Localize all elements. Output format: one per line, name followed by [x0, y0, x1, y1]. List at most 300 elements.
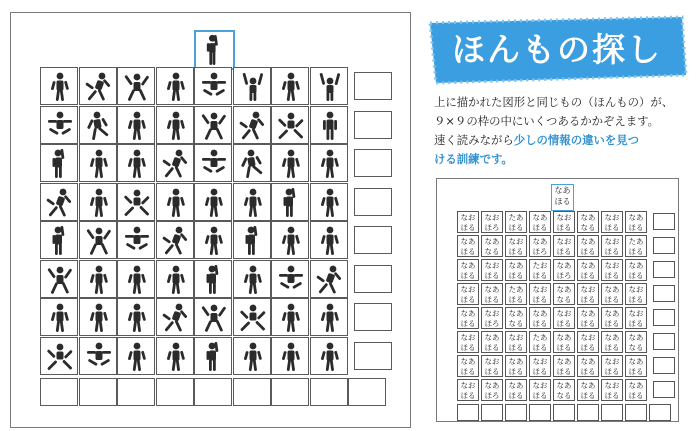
text-cell-line-2: ほる — [604, 270, 620, 280]
figure-walk-icon — [85, 188, 113, 218]
text-cell-line-1: なお — [604, 357, 620, 366]
figure-point-icon — [46, 149, 74, 179]
text-cell-line-2: なる — [508, 318, 524, 328]
text-answer-box[interactable] — [653, 237, 675, 254]
figure-squat-icon — [46, 342, 74, 372]
figure-cell — [233, 337, 271, 375]
figure-cell — [117, 144, 155, 182]
figure-cell — [40, 298, 78, 336]
figure-cell — [79, 260, 117, 298]
figure-cell — [40, 337, 78, 375]
figure-walk-icon — [46, 303, 74, 333]
text-cell-line-2: ほる — [556, 342, 572, 352]
figure-cell — [233, 144, 271, 182]
figure-dance-icon — [85, 342, 113, 372]
text-cell-line-2: ほる — [460, 270, 476, 280]
figure-dance-icon — [46, 111, 74, 141]
text-cell — [529, 283, 551, 305]
text-cell-line-2: ほる — [580, 366, 596, 376]
total-answer-box[interactable] — [348, 378, 386, 406]
text-cell-line-2: ほろ — [484, 318, 500, 328]
text-cell-line-2: ほる — [532, 294, 548, 304]
text-cell-line-1: なあ — [628, 333, 644, 342]
text-cell-line-1: なあ — [508, 381, 524, 390]
figure-cell — [40, 144, 78, 182]
text-cell-line-2: ほる — [532, 318, 548, 328]
text-cell — [529, 235, 551, 257]
instruction-line-3 — [434, 131, 696, 150]
text-cell-line-1: なあ — [604, 333, 620, 342]
text-answer-box[interactable] — [653, 261, 675, 278]
text-cell-line-2: ほる — [532, 390, 548, 400]
text-cell-line-2: ほる — [508, 270, 524, 280]
text-cell — [553, 307, 575, 329]
text-cell-line-1: なあ — [628, 381, 644, 390]
text-cell-line-2: ほる — [628, 246, 644, 256]
text-cell — [481, 307, 503, 329]
figure-cheer-icon — [239, 72, 267, 102]
figure-walk-icon — [85, 265, 113, 295]
text-cell-line-2: ほろ — [532, 246, 548, 256]
figure-cell — [194, 144, 232, 182]
text-cell-line-2: ほる — [628, 390, 644, 400]
text-cell-line-1: なお — [460, 333, 476, 342]
figure-point-icon — [200, 342, 228, 372]
figure-cell — [194, 106, 232, 144]
figure-walk-icon — [200, 226, 228, 256]
text-cell-line-2: ほる — [508, 390, 524, 400]
text-cell-line-2: ほる — [484, 270, 500, 280]
text-cell-line-1: なお — [484, 261, 500, 270]
figure-walk-icon — [162, 342, 190, 372]
target-figure-icon — [198, 34, 231, 66]
text-cell-line-2: なる — [556, 294, 572, 304]
text-cell-line-1: なあ — [556, 381, 572, 390]
figure-cell — [40, 221, 78, 259]
text-cell-line-2: ほる — [460, 318, 476, 328]
text-cell-line-1: なお — [556, 237, 572, 246]
text-cell-line-1: なお — [484, 309, 500, 318]
text-cell-line-1: なお — [484, 357, 500, 366]
figure-cell — [117, 67, 155, 105]
answer-box[interactable] — [354, 342, 392, 370]
text-cell-line-2: ほる — [460, 246, 476, 256]
text-total-box[interactable] — [481, 404, 503, 421]
figure-cell — [194, 337, 232, 375]
text-cell — [481, 259, 503, 281]
figure-stand-icon — [316, 111, 344, 141]
text-total-box[interactable] — [457, 404, 479, 421]
text-cell-line-2: なる — [484, 246, 500, 256]
figure-cell — [271, 183, 309, 221]
text-cell-line-2: ほる — [508, 366, 524, 376]
text-cell — [505, 379, 527, 401]
text-cell-line-1: たあ — [508, 213, 524, 222]
figure-walk-icon — [85, 149, 113, 179]
text-cell — [505, 283, 527, 305]
figure-run-icon — [162, 303, 190, 333]
text-cell — [625, 235, 647, 257]
text-cell-line-2: ほる — [628, 222, 644, 232]
figure-walk-icon — [162, 188, 190, 218]
text-cell — [481, 211, 503, 233]
figure-walk-icon — [123, 265, 151, 295]
text-cell-line-1: なお — [604, 381, 620, 390]
text-cell-line-2: ほる — [580, 342, 596, 352]
figure-dance-icon — [277, 265, 305, 295]
text-total-box[interactable] — [529, 404, 551, 421]
text-cell-line-2: ほる — [604, 246, 620, 256]
figure-walk-icon — [316, 149, 344, 179]
text-cell-line-1: なお — [580, 285, 596, 294]
text-cell-line-1: なお — [604, 261, 620, 270]
text-cell — [505, 307, 527, 329]
text-cell-line-2: ほる — [580, 270, 596, 280]
text-cell — [505, 355, 527, 377]
figure-cell — [79, 67, 117, 105]
text-cell-line-1: なあ — [484, 285, 500, 294]
text-cell — [601, 211, 623, 233]
figure-squat-icon — [239, 303, 267, 333]
text-cell — [553, 211, 575, 233]
text-cell — [457, 307, 479, 329]
text-cell-line-2: ほる — [532, 366, 548, 376]
figure-squat-icon — [123, 188, 151, 218]
total-answer-box[interactable] — [79, 378, 117, 406]
figure-cell — [156, 106, 194, 144]
text-cell-line-2: ほろ — [556, 270, 572, 280]
figure-walk-icon — [123, 342, 151, 372]
figure-cell — [310, 67, 348, 105]
text-cell — [505, 259, 527, 281]
figure-cell — [194, 67, 232, 105]
total-answer-box[interactable] — [156, 378, 194, 406]
figure-walk-icon — [239, 265, 267, 295]
answer-box[interactable] — [354, 72, 392, 100]
instructions — [434, 93, 696, 169]
text-total-box[interactable] — [553, 404, 575, 421]
text-cell-line-2: なる — [628, 342, 644, 352]
text-cell-line-2: ほる — [628, 270, 644, 280]
text-cell — [457, 235, 479, 257]
text-cell — [505, 331, 527, 353]
total-answer-box[interactable] — [40, 378, 78, 406]
figure-point-icon — [239, 226, 267, 256]
text-cell-line-1: なあ — [556, 261, 572, 270]
text-cell-line-2: ほろ — [484, 390, 500, 400]
text-cell-line-1: なあ — [460, 357, 476, 366]
text-target-box — [551, 184, 574, 211]
text-cell — [457, 379, 479, 401]
text-cell — [625, 379, 647, 401]
figure-walk-icon — [277, 149, 305, 179]
figure-cheer-icon — [316, 72, 344, 102]
figure-walk-icon — [162, 111, 190, 141]
figure-cell — [79, 298, 117, 336]
total-answer-box[interactable] — [310, 378, 348, 406]
text-cell-line-1: なお — [604, 213, 620, 222]
figure-kick-icon — [85, 111, 113, 141]
text-cell — [601, 307, 623, 329]
figure-cell — [233, 67, 271, 105]
text-cell-line-1: なあ — [628, 213, 644, 222]
text-cell-line-2: ほる — [460, 222, 476, 232]
figure-run-icon — [316, 265, 344, 295]
figure-walk-icon — [277, 303, 305, 333]
text-cell — [529, 211, 551, 233]
figure-cell — [271, 260, 309, 298]
text-cell — [553, 259, 575, 281]
text-cell-line-1: なあ — [508, 357, 524, 366]
figure-cell — [117, 106, 155, 144]
figure-cell — [156, 67, 194, 105]
figure-run-icon — [162, 226, 190, 256]
total-answer-box[interactable] — [233, 378, 271, 406]
text-cell-line-1: なお — [532, 285, 548, 294]
figure-walk-icon — [316, 226, 344, 256]
text-cell-line-2: ほる — [604, 342, 620, 352]
figure-walk-icon — [277, 72, 305, 102]
figure-walk-icon — [316, 188, 344, 218]
figure-cell — [310, 106, 348, 144]
text-cell-line-1: なあ — [532, 237, 548, 246]
figure-cell — [40, 67, 78, 105]
text-cell — [505, 211, 527, 233]
answer-box[interactable] — [354, 188, 392, 216]
figure-cell — [79, 183, 117, 221]
text-cell-line-1: なあ — [484, 237, 500, 246]
text-cell-line-1: なあ — [532, 213, 548, 222]
figure-cell — [310, 337, 348, 375]
text-answer-box[interactable] — [653, 285, 675, 302]
instruction-emphasis: 少しの情報の違いを見つ — [513, 133, 640, 147]
target-figure-box — [194, 30, 235, 70]
text-cell-line-1: なあ — [580, 381, 596, 390]
text-cell — [529, 379, 551, 401]
text-cell — [625, 331, 647, 353]
text-cell-line-1: なお — [604, 237, 620, 246]
text-cell-line-1: なお — [532, 381, 548, 390]
figure-cell — [194, 298, 232, 336]
figure-cell — [40, 106, 78, 144]
text-cell-line-1: なあ — [508, 309, 524, 318]
figure-cell — [194, 183, 232, 221]
text-cell-line-1: なあ — [580, 309, 596, 318]
text-cell-line-1: なあ — [556, 333, 572, 342]
figure-cell — [310, 221, 348, 259]
text-cell-line-2: なる — [556, 390, 572, 400]
text-cell-line-1: なあ — [628, 357, 644, 366]
text-total-box[interactable] — [505, 404, 527, 421]
text-cell-line-2: ほる — [604, 222, 620, 232]
answer-box[interactable] — [354, 149, 392, 177]
figure-cell — [79, 106, 117, 144]
text-cell — [457, 283, 479, 305]
text-cell-line-2: ほる — [532, 270, 548, 280]
text-cell-line-1: なあ — [532, 309, 548, 318]
figure-walk-icon — [162, 72, 190, 102]
text-cell — [625, 211, 647, 233]
figure-cell — [156, 337, 194, 375]
instruction-emphasis-2: ける訓練です。 — [434, 152, 513, 166]
text-total-box[interactable] — [601, 404, 623, 421]
figure-cell — [271, 106, 309, 144]
figure-cell — [156, 260, 194, 298]
text-total-box[interactable] — [625, 404, 647, 421]
text-answer-box[interactable] — [653, 213, 675, 230]
text-cell-line-2: ほる — [604, 318, 620, 328]
figure-cell — [156, 183, 194, 221]
text-cell-line-1: なあ — [604, 309, 620, 318]
figure-x-icon — [123, 72, 151, 102]
figure-cell — [40, 183, 78, 221]
text-cell — [553, 235, 575, 257]
figure-cell — [271, 67, 309, 105]
text-cell-line-1: なあ — [580, 237, 596, 246]
answer-box[interactable] — [354, 111, 392, 139]
text-cell — [481, 283, 503, 305]
text-cell-line-1: たお — [532, 261, 548, 270]
figure-x-icon — [200, 111, 228, 141]
text-cell-line-2: ほる — [604, 390, 620, 400]
text-cell-line-2: なる — [580, 222, 596, 232]
text-cell — [529, 331, 551, 353]
text-answer-box[interactable] — [653, 333, 675, 350]
text-cell — [481, 331, 503, 353]
text-total-box[interactable] — [577, 404, 599, 421]
text-cell-line-1: なお — [460, 381, 476, 390]
text-cell-line-2: ほる — [532, 342, 548, 352]
total-answer-box[interactable] — [271, 378, 309, 406]
text-cell-line-2: ほる — [508, 294, 524, 304]
text-cell-line-1: なあ — [484, 381, 500, 390]
figure-walk-icon — [277, 342, 305, 372]
text-cell — [457, 355, 479, 377]
figure-cell — [117, 221, 155, 259]
answer-box[interactable] — [354, 265, 392, 293]
answer-box[interactable] — [354, 303, 392, 331]
text-cell — [481, 235, 503, 257]
text-cell — [577, 307, 599, 329]
text-cell — [601, 283, 623, 305]
instruction-line-4 — [434, 150, 696, 169]
text-answer-box[interactable] — [653, 309, 675, 326]
text-cell-line-2: ほる — [580, 246, 596, 256]
figure-cell — [156, 144, 194, 182]
figure-cell — [271, 221, 309, 259]
text-cell-line-1: なあ — [580, 357, 596, 366]
figure-cell — [156, 298, 194, 336]
instruction-line-2: ９×９の枠の中にいくつあるかかぞえます。 — [434, 114, 660, 128]
figure-cell — [117, 337, 155, 375]
text-cell-line-1: なあ — [628, 261, 644, 270]
text-cell-line-1: なあ — [508, 261, 524, 270]
figure-point-icon — [200, 265, 228, 295]
text-cell-line-2: ほる — [532, 222, 548, 232]
figure-cell — [117, 183, 155, 221]
text-cell — [529, 307, 551, 329]
figure-cell — [233, 260, 271, 298]
figure-kick-icon — [239, 149, 267, 179]
text-cell — [457, 259, 479, 281]
text-cell — [601, 355, 623, 377]
text-cell — [529, 259, 551, 281]
figure-cell — [79, 337, 117, 375]
figure-cell — [79, 221, 117, 259]
total-answer-box[interactable] — [194, 378, 232, 406]
text-cell — [481, 379, 503, 401]
figure-walk-icon — [239, 188, 267, 218]
figure-walk-icon — [123, 149, 151, 179]
text-cell-line-1: なあ — [460, 261, 476, 270]
text-cell — [577, 355, 599, 377]
figure-cell — [233, 183, 271, 221]
figure-dance-icon — [200, 72, 228, 102]
figure-cell — [271, 337, 309, 375]
text-cell-line-1: なお — [532, 357, 548, 366]
text-cell-line-2: ほる — [628, 294, 644, 304]
text-cell-line-1: なお — [580, 333, 596, 342]
figure-run-icon — [162, 149, 190, 179]
text-cell — [577, 331, 599, 353]
text-cell — [553, 283, 575, 305]
figure-point-icon — [277, 188, 305, 218]
text-cell — [577, 235, 599, 257]
text-cell-line-1: なお — [556, 213, 572, 222]
text-cell — [577, 379, 599, 401]
text-answer-box[interactable] — [653, 357, 675, 374]
answer-box[interactable] — [354, 226, 392, 254]
text-cell — [553, 331, 575, 353]
text-cell-line-2: ほる — [580, 390, 596, 400]
figure-walk-icon — [316, 303, 344, 333]
figure-walk-icon — [123, 111, 151, 141]
text-cell-line-2: ほる — [508, 222, 524, 232]
text-cell — [457, 211, 479, 233]
text-cell-line-2: ほる — [556, 222, 572, 232]
text-cell-line-1: なあ — [556, 357, 572, 366]
text-cell — [457, 331, 479, 353]
text-cell-line-1: なあ — [604, 285, 620, 294]
text-cell-line-2: ほる — [484, 342, 500, 352]
text-cell-line-2: ほる — [460, 294, 476, 304]
figure-x-icon — [46, 265, 74, 295]
figure-cell — [310, 298, 348, 336]
text-cell-line-1: なお — [508, 237, 524, 246]
text-cell-line-2: ほる — [556, 366, 572, 376]
figure-cell — [233, 221, 271, 259]
figure-cell — [233, 298, 271, 336]
total-answer-box[interactable] — [117, 378, 155, 406]
text-cell — [577, 211, 599, 233]
text-cell-line-2: ほる — [460, 366, 476, 376]
figure-cell — [194, 260, 232, 298]
text-total-box[interactable] — [649, 404, 671, 421]
text-cell-line-1: なあ — [484, 333, 500, 342]
text-answer-box[interactable] — [653, 381, 675, 398]
figure-cell — [194, 221, 232, 259]
text-cell-line-1: なお — [508, 333, 524, 342]
text-cell-line-1: なあ — [580, 213, 596, 222]
text-cell — [601, 235, 623, 257]
text-cell-line-2: ほる — [556, 246, 572, 256]
figure-cell — [310, 183, 348, 221]
text-cell-line-1: たあ — [532, 333, 548, 342]
figure-walk-icon — [162, 265, 190, 295]
text-cell-line-1: なあ — [556, 285, 572, 294]
text-cell-line-2: ほる — [508, 342, 524, 352]
figure-cell — [233, 106, 271, 144]
